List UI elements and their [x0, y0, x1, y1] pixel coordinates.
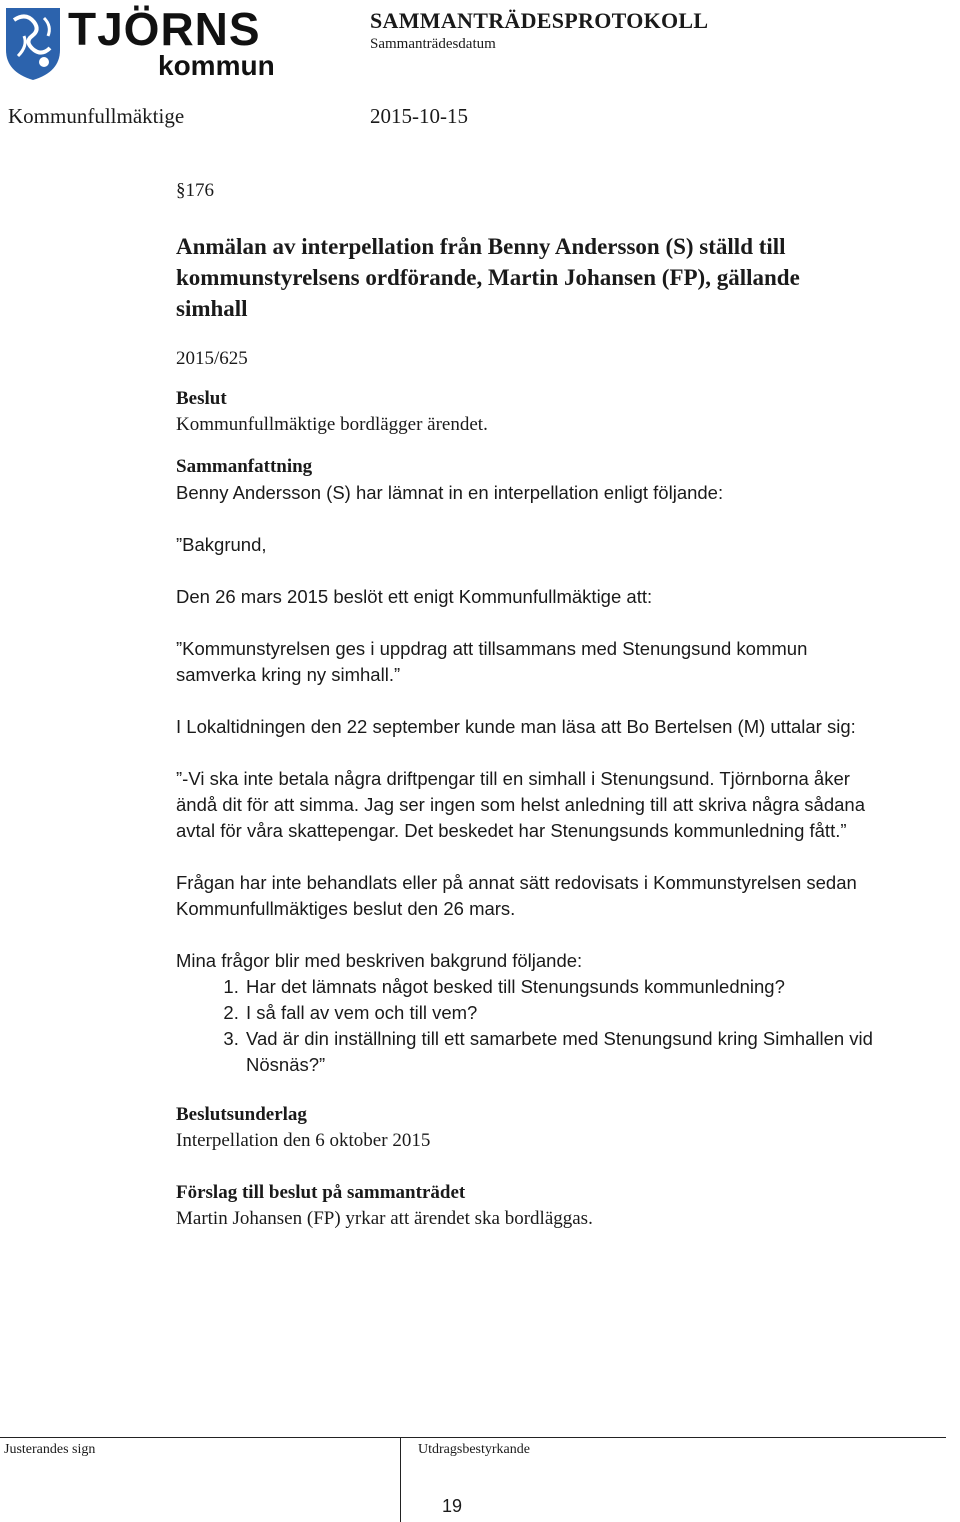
- page-number: 19: [442, 1496, 463, 1516]
- quote-paragraph: [176, 870, 946, 922]
- text-line: samverka kring ny simhall.”: [176, 664, 401, 685]
- footer-divider: [0, 1437, 946, 1438]
- signature-label: Justerandes sign: [4, 1442, 96, 1457]
- logo-wordmark: TJÖRNS: [68, 3, 261, 55]
- list-item: 2. I så fall av vem och till vem?: [244, 1000, 946, 1026]
- beslutsunderlag-text: Interpellation den 6 oktober 2015: [176, 1130, 431, 1151]
- meeting-body: Kommunfullmäktige: [8, 104, 185, 128]
- text-line: Frågan har inte behandlats eller på annat sätt redovisats i Kommunstyrelsen sedan: [176, 872, 857, 893]
- quote-paragraph: [176, 636, 946, 688]
- beslutsunderlag-heading: Beslutsunderlag: [176, 1104, 307, 1125]
- sammanfattning-intro: Benny Andersson (S) har lämnat in en interpellation enligt följande:: [176, 482, 724, 503]
- sammanfattning-heading: Sammanfattning: [176, 456, 313, 477]
- quote-paragraph: Den 26 mars 2015 beslöt ett enigt Kommunfullmäktige att:: [176, 586, 653, 607]
- item-title-line: kommunstyrelsens ordförande, Martin Johansen (FP), gällande: [176, 265, 800, 290]
- certification-label: Utdragsbestyrkande: [418, 1442, 530, 1457]
- logo-subtext: kommun: [158, 50, 275, 81]
- item-title-line: Anmälan av interpellation från Benny Andersson (S) ställd till: [176, 234, 786, 259]
- text-line: ”-Vi ska inte betala några driftpengar till en simhall i Stenungsund. Tjörnborna åker: [176, 768, 850, 789]
- case-number: 2015/625: [176, 348, 248, 369]
- quote-paragraph: I Lokaltidningen den 22 september kunde man läsa att Bo Bertelsen (M) uttalar sig:: [176, 716, 856, 737]
- text-line: avtal för våra skattepengar. Det beskedet har Stenungsunds kommunledning fått.”: [176, 820, 847, 841]
- text-line: ”Kommunstyrelsen ges i uppdrag att tillsammans med Stenungsund kommun: [176, 638, 808, 659]
- forslag-text: Martin Johansen (FP) yrkar att ärendet ska bordläggas.: [176, 1208, 593, 1229]
- meeting-date: 2015-10-15: [370, 104, 468, 128]
- quote-bakgrund: ”Bakgrund,: [176, 534, 267, 555]
- municipality-logo: [4, 3, 275, 84]
- document-type-title: SAMMANTRÄDESPROTOKOLL: [370, 8, 709, 33]
- item-title: [176, 231, 946, 324]
- list-item: 1. Har det lämnats något besked till Stenungsunds kommunledning?: [244, 974, 946, 1000]
- beslut-heading: Beslut: [176, 388, 227, 409]
- item-title-line: simhall: [176, 296, 248, 321]
- questions-list: [176, 974, 946, 1078]
- coat-of-arms-icon: [4, 6, 62, 82]
- section-number: §176: [176, 180, 214, 201]
- questions-intro: Mina frågor blir med beskriven bakgrund följande:: [176, 950, 583, 971]
- text-line: ändå dit för att simma. Jag ser ingen som helst anledning till att skriva några sådana: [176, 794, 865, 815]
- protocol-item: [176, 178, 946, 1232]
- footer-column-divider: [400, 1438, 401, 1522]
- beslut-text: Kommunfullmäktige bordlägger ärendet.: [176, 414, 488, 435]
- quote-paragraph: [176, 766, 946, 844]
- list-item: 3. Vad är din inställning till ett samarbete med Stenungsund kring Simhallen vid Nösnäs?”: [244, 1026, 946, 1078]
- text-line: Kommunfullmäktiges beslut den 26 mars.: [176, 898, 516, 919]
- document-date-label: Sammanträdesdatum: [370, 36, 496, 52]
- forslag-heading: Förslag till beslut på sammanträdet: [176, 1182, 466, 1203]
